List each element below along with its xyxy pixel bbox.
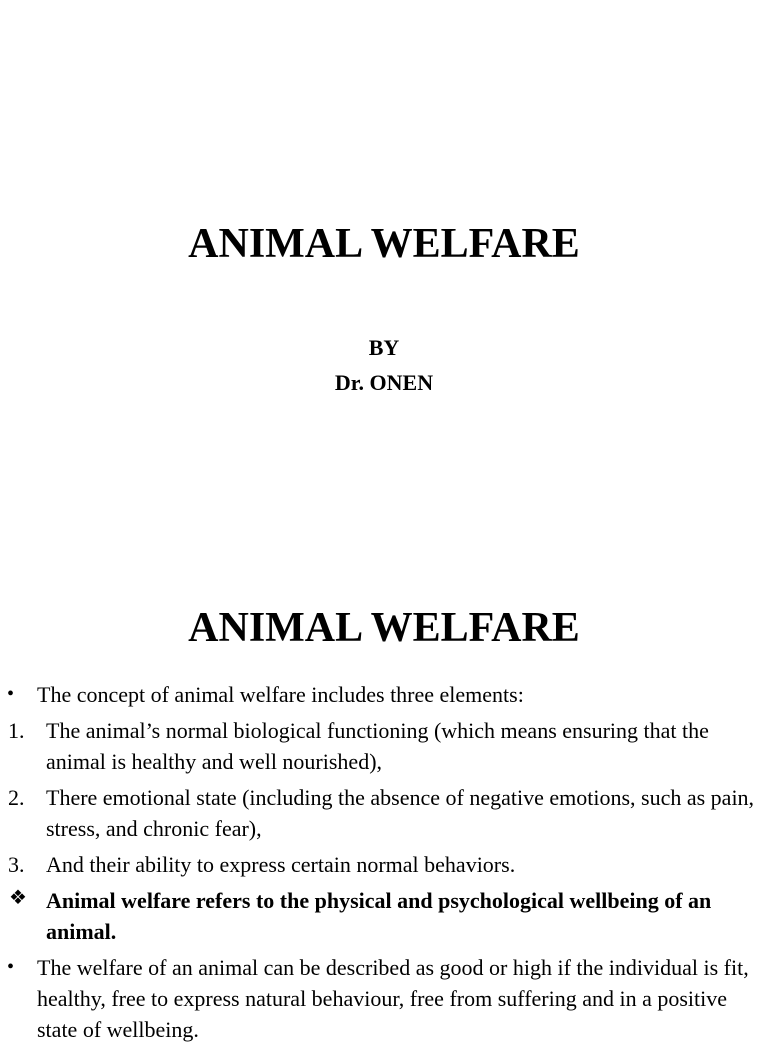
list-item-text: The concept of animal welfare includes three elements: [37, 682, 524, 707]
list-number: 3. [8, 852, 25, 877]
list-item [0, 679, 768, 710]
slide1-title: ANIMAL WELFARE [188, 221, 580, 267]
list-item [0, 952, 768, 1045]
list-number: 2. [8, 785, 25, 810]
list-item [0, 885, 768, 947]
list-item-text: There emotional state (including the absence of negative emotions, such as pain, stress, and chronic fear), [46, 785, 755, 841]
slide2-title: ANIMAL WELFARE [188, 605, 580, 651]
diamond-bullet-icon: ❖ [9, 887, 27, 909]
list-item [0, 782, 768, 844]
list-item [0, 715, 768, 777]
list-item-text: The animal’s normal biological functioning (which means ensuring that the animal is healthy and well nourished), [46, 718, 709, 774]
list-item-text: Animal welfare refers to the physical and psychological wellbeing of an animal. [46, 888, 712, 944]
byline-label: BY [368, 335, 400, 360]
list-item-text: And their ability to express certain normal behaviors. [46, 852, 516, 877]
list-item-text: The welfare of an animal can be described as good or high if the individual is fit, healthy, free to express natural behaviour, free from suffering and in a positive state of wellbeing. [37, 955, 749, 1042]
bullet-list [0, 679, 768, 1050]
bullet-icon: • [7, 683, 15, 705]
bullet-icon: • [7, 956, 15, 978]
list-item [0, 849, 768, 880]
author-name: Dr. ONEN [334, 370, 434, 395]
list-number: 1. [8, 718, 25, 743]
